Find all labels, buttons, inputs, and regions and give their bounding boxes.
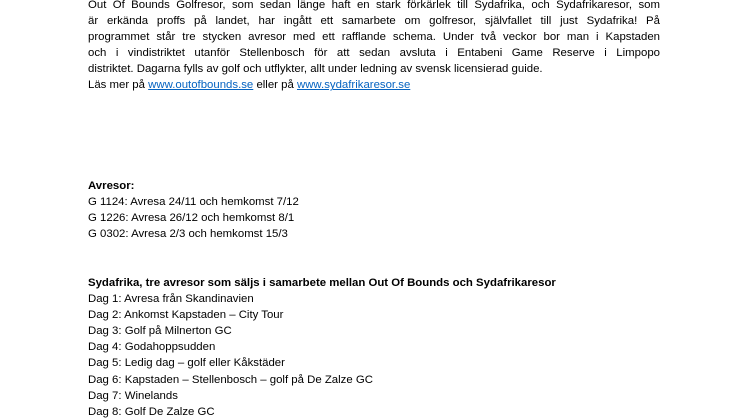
departure-item: G 1124: Avresa 24/11 och hemkomst 7/12 [88,196,299,209]
itinerary-day: Dag 7: Winelands [88,389,178,402]
intro-line: är erkända proffs på landet, har ingått ett samarbete om golfresor, självfallet till just Sydafrika! På [88,15,660,28]
itinerary-day: Dag 2: Ankomst Kapstaden – City Tour [88,309,284,322]
itinerary-day: Dag 5: Ledig dag – golf eller Kåkstäder [88,357,285,370]
departures-heading: Avresor: [88,180,135,192]
sydafrikaresor-link[interactable]: www.sydafrikaresor.se [296,79,411,92]
read-more-prefix: Läs mer på [88,79,149,92]
departure-item: G 0302: Avresa 2/3 och hemkomst 15/3 [88,228,288,241]
intro-paragraph [88,0,660,94]
itinerary-day: Dag 8: Golf De Zalze GC [88,405,215,418]
departures-section [88,178,660,242]
itinerary-day: Dag 3: Golf på Milnerton GC [88,325,232,338]
itinerary-section [88,275,660,420]
itinerary-heading: Sydafrika, tre avresor som säljs i samarbete mellan Out Of Bounds och Sydafrikaresor [88,277,556,289]
outofbounds-link[interactable]: www.outofbounds.se [148,79,254,92]
read-more-middle: eller på [253,79,297,92]
intro-line: och i vindistriktet utanför Stellenbosch för att sedan avsluta i Entabeni Game Reserve i Limpopo [88,47,660,60]
itinerary-day: Dag 6: Kapstaden – Stellenbosch – golf på De Zalze GC [88,373,373,386]
departure-item: G 1226: Avresa 26/12 och hemkomst 8/1 [88,212,295,225]
intro-line: distriktet. Dagarna fylls av golf och utflykter, allt under ledning av svensk licensierad guide. [88,63,543,76]
read-more-line [88,77,660,93]
itinerary-day: Dag 4: Godahoppsudden [88,341,216,354]
intro-line: Out Of Bounds Golfresor, som sedan länge haft en stark förkärlek till Sydafrika, och Sydafrikaresor, som [88,0,660,11]
document-page [88,0,660,418]
itinerary-day: Dag 1: Avresa från Skandinavien [88,293,254,306]
intro-line: programmet står tre stycken avresor med ett rafflande schema. Under två veckor bor man i Kapstaden [88,31,660,44]
